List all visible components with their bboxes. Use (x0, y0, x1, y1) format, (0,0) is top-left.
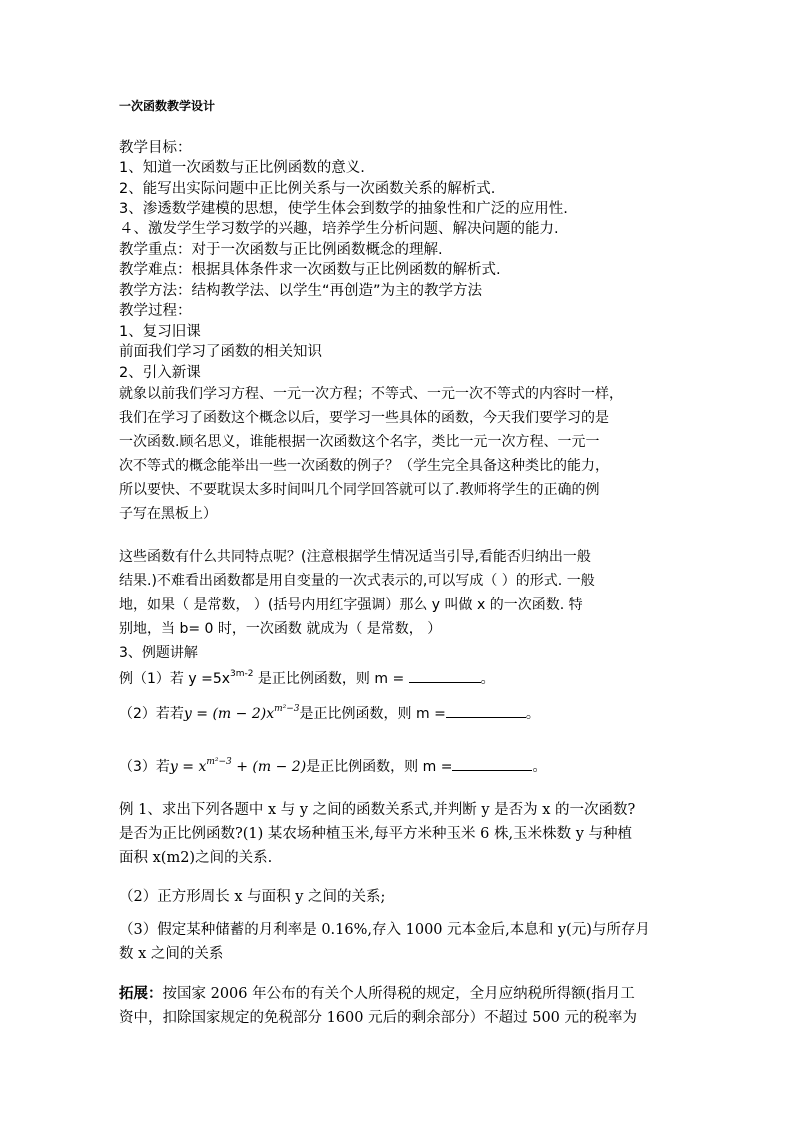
text-line: 一次函数.顾名思义，谁能根据一次函数这个名字，类比一元一次方程、一元一 (119, 434, 600, 450)
text-line: 3、渗透数学建模的思想，使学生体会到数学的抽象性和广泛的应用性. (119, 201, 568, 217)
text-line: 2、引入新课 (119, 365, 201, 381)
problem-3-line: （3）假定某种储蓄的月利率是 0.16%,存入 1000 元本金后,本息和 y(元)与所存月 (119, 922, 650, 938)
example-1-exponent: 3m-2 (230, 669, 254, 679)
text-line: 教学过程： (119, 303, 192, 319)
text-line: 教学难点：根据具体条件求一次函数与正比例函数的解析式. (119, 262, 501, 278)
example-3-suffix: 是正比例函数，则 m = (306, 759, 453, 775)
example-2-formula: y = (m − 2)x (183, 706, 275, 722)
extension-text-1: 按国家 2006 年公布的有关个人所得税的规定，全月应纳税所得额(指月工 (162, 986, 635, 1002)
example-2-suffix: 是正比例函数，则 m = (299, 706, 446, 722)
text-line: 教学重点：对于一次函数与正比例函数概念的理解. (119, 242, 443, 258)
example-1-suffix: 是正比例函数，则 m = (253, 671, 409, 687)
example-2 (119, 699, 540, 724)
example-1-prefix: 例（1）若 y =5x (119, 671, 231, 687)
extension-line-1 (119, 982, 635, 1006)
text-line: 地，如果（ 是常数， ）(括号内用红字强调）那么 y 叫做 x 的一次函数. 特 (119, 597, 583, 613)
text-line: 2、能写出实际问题中正比例关系与一次函数关系的解析式. (119, 181, 496, 197)
problem-2: （2）正方形周长 x 与面积 y 之间的关系; (119, 889, 386, 905)
text-line: 教学目标： (119, 140, 192, 156)
extension-line-2: 资中，扣除国家规定的免税部分 1600 元后的剩余部分）不超过 500 元的税率为 (119, 1010, 638, 1026)
text-line: 别地，当 b= 0 时，一次函数 就成为（ 是常数， ） (119, 621, 442, 637)
text-line: 就象以前我们学习方程、一元一次方程；不等式、一元一次不等式的内容时一样， (119, 386, 623, 402)
example-1 (119, 664, 495, 689)
text-line: 我们在学习了函数这个概念以后，要学习一些具体的函数，今天我们要学习的是 (119, 410, 609, 426)
example-3-end: 。 (532, 759, 547, 775)
answer-blank-3[interactable] (452, 756, 532, 771)
problem-3-line: 数 x 之间的关系 (119, 946, 224, 962)
example-3 (119, 752, 546, 777)
example-3-formula-b: + (m − 2) (231, 759, 307, 775)
document-title: 一次函数教学设计 (119, 99, 216, 113)
example-3-exponent: m²−3 (206, 757, 232, 767)
text-line: 这些函数有什么共同特点呢？(注意根据学生情况适当引导,看能否归纳出一般 (119, 549, 591, 565)
answer-blank-1[interactable] (409, 668, 481, 683)
text-line: ４、激发学生学习数学的兴趣，培养学生分析问题、解决问题的能力. (119, 221, 559, 237)
text-line: 子写在黑板上） (119, 506, 217, 522)
text-line: 1、复习旧课 (119, 324, 201, 340)
example-2-end: 。 (525, 706, 540, 722)
example-2-prefix: （2）若若 (119, 706, 184, 722)
text-line: 所以要快、不要耽误太多时间叫几个同学回答就可以了.教师将学生的正确的例 (119, 482, 600, 498)
text-line: 3、例题讲解 (119, 645, 198, 661)
problem-line: 例 1、求出下列各题中 x 与 y 之间的函数关系式,并判断 y 是否为 x 的一次函数? (119, 802, 636, 818)
example-1-end: 。 (480, 671, 495, 687)
text-line: 结果.)不难看出函数都是用自变量的一次式表示的,可以写成（ ）的形式. 一般 (119, 573, 595, 589)
example-2-exponent: m²−3 (274, 704, 300, 714)
example-3-formula-a: y = x (169, 759, 207, 775)
text-line: 1、知道一次函数与正比例函数的意义. (119, 160, 365, 176)
problem-line: 是否为正比例函数?(1) 某农场种植玉米,每平方米种玉米 6 株,玉米株数 y 与种植 (119, 826, 632, 842)
text-line: 前面我们学习了函数的相关知识 (119, 344, 322, 360)
extension-label: 拓展： (119, 985, 163, 1002)
text-line: 次不等式的概念能举出一些一次函数的例子？（学生完全具备这种类比的能力， (119, 458, 609, 474)
text-line: 教学方法：结构教学法、以学生“再创造”为主的教学方法 (119, 283, 483, 299)
problem-line: 面积 x(m2)之间的关系. (119, 850, 273, 866)
example-3-prefix: （3）若 (119, 759, 170, 775)
answer-blank-2[interactable] (446, 703, 526, 718)
